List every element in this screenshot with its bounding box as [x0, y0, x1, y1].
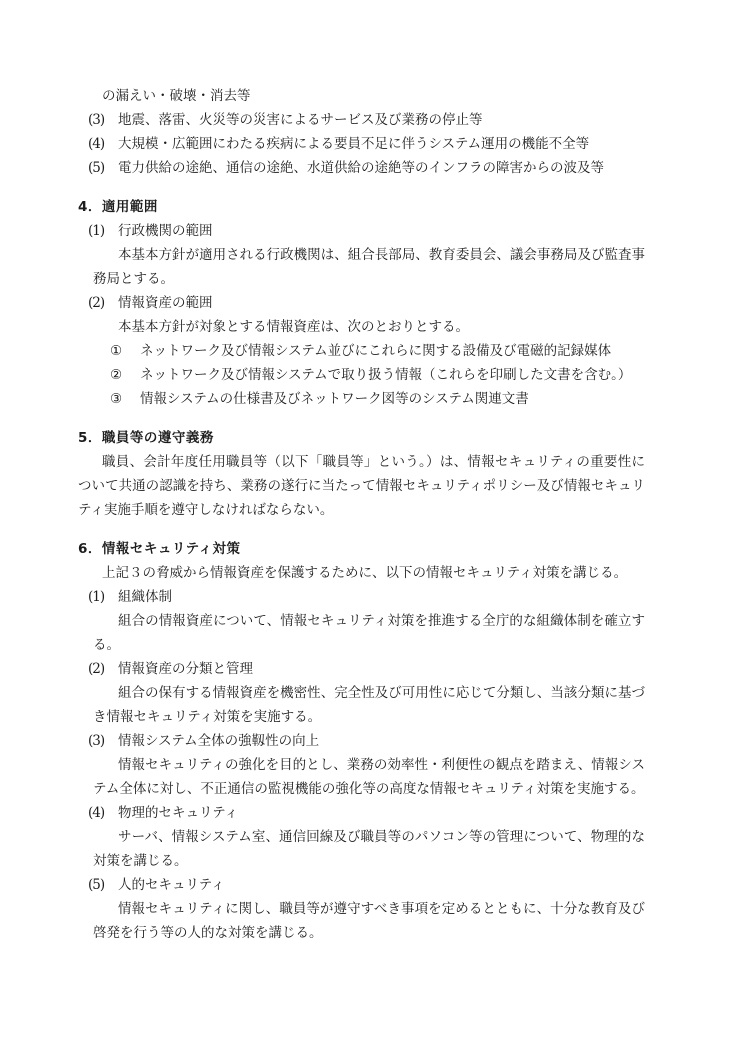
section-heading-6: 6．情報セキュリティ対策	[78, 541, 241, 557]
paragraph: 本基本方針が適用される行政機関は、組合長部局、教育委員会、議会事務局及び監査事務局とする。	[93, 247, 645, 287]
paragraph: 本基本方針が対象とする情報資産は、次のとおりとする。	[118, 319, 469, 335]
paragraph: 情報セキュリティに関し、職員等が遵守すべき事項を定めるとともに、十分な教育及び啓発を行う等の人的な対策を講じる。	[93, 901, 645, 941]
paragraph: 職員、会計年度任用職員等（以下「職員等」という。）は、情報セキュリティの重要性について共通の認識を持ち、業務の遂行に当たって情報セキュリティポリシー及び情報セキュリティ実施手順を遵守しなければならない。	[78, 454, 645, 518]
list-item	[88, 132, 645, 156]
paragraph: サーバ、情報システム室、通信回線及び職員等のパソコン等の管理について、物理的な対策を講じる。	[93, 829, 645, 869]
section-heading-4: 4．適用範囲	[78, 199, 158, 215]
list-item-marker: (4)	[88, 136, 105, 152]
list-item	[88, 156, 645, 180]
list-item-text: ネットワーク及び情報システムで取り扱う情報（これらを印刷した文書を含む。）	[140, 367, 632, 383]
list-item-text: 情報システム全体の強靱性の向上	[118, 733, 320, 749]
list-item-text: 情報資産の範囲	[118, 295, 213, 311]
paragraph: 組合の情報資産について、情報セキュリティ対策を推進する全庁的な組織体制を確立する。	[93, 613, 645, 653]
list-item	[88, 801, 645, 825]
list-item	[88, 108, 645, 132]
list-item	[88, 219, 645, 243]
circled-number-marker: ③	[110, 391, 123, 407]
list-item-text: 電力供給の途絶、通信の途絶、水道供給の途絶等のインフラの障害からの波及等	[118, 160, 604, 176]
list-item-marker: (3)	[88, 112, 105, 128]
wrapped-list-text: の漏えい・破壊・消去等	[102, 88, 251, 104]
list-item-marker: (4)	[88, 805, 105, 821]
list-item-text: 組織体制	[118, 589, 172, 605]
list-item-marker: (2)	[88, 661, 105, 677]
list-item	[88, 585, 645, 609]
list-item-marker: (5)	[88, 160, 105, 176]
list-item-text: 大規模・広範囲にわたる疾病による要員不足に伴うシステム運用の機能不全等	[118, 136, 590, 152]
list-item-marker: (5)	[88, 877, 105, 893]
circled-number-marker: ①	[110, 343, 123, 359]
list-item	[88, 657, 645, 681]
document-content	[78, 84, 645, 945]
list-item-marker: (1)	[88, 223, 105, 239]
list-item	[88, 291, 645, 315]
list-item-text: 人的セキュリティ	[118, 877, 225, 893]
circled-list-item	[110, 387, 645, 411]
circled-list-item	[110, 339, 645, 363]
list-item	[88, 729, 645, 753]
section-heading-5: 5．職員等の遵守義務	[78, 430, 214, 446]
paragraph: 組合の保有する情報資産を機密性、完全性及び可用性に応じて分類し、当該分類に基づき情報セキュリティ対策を実施する。	[93, 685, 645, 725]
list-item-text: 物理的セキュリティ	[118, 805, 239, 821]
circled-list-item	[110, 363, 645, 387]
paragraph: 上記３の脅威から情報資産を保護するために、以下の情報セキュリティ対策を講じる。	[102, 565, 628, 581]
list-item-text: 行政機関の範囲	[118, 223, 213, 239]
list-item-marker: (2)	[88, 295, 105, 311]
circled-number-marker: ②	[110, 367, 123, 383]
paragraph: 情報セキュリティの強化を目的とし、業務の効率性・利便性の観点を踏まえ、情報システム全体に対し、不正通信の監視機能の強化等の高度な情報セキュリティ対策を実施する。	[93, 757, 645, 797]
list-item	[88, 873, 645, 897]
list-item-text: 情報システムの仕様書及びネットワーク図等のシステム関連文書	[140, 391, 529, 407]
list-item-text: 地震、落雷、火災等の災害によるサービス及び業務の停止等	[118, 112, 483, 128]
list-item-text: 情報資産の分類と管理	[118, 661, 253, 677]
list-item-marker: (1)	[88, 589, 105, 605]
list-item-text: ネットワーク及び情報システム並びにこれらに関する設備及び電磁的記録媒体	[140, 343, 612, 359]
list-item-marker: (3)	[88, 733, 105, 749]
